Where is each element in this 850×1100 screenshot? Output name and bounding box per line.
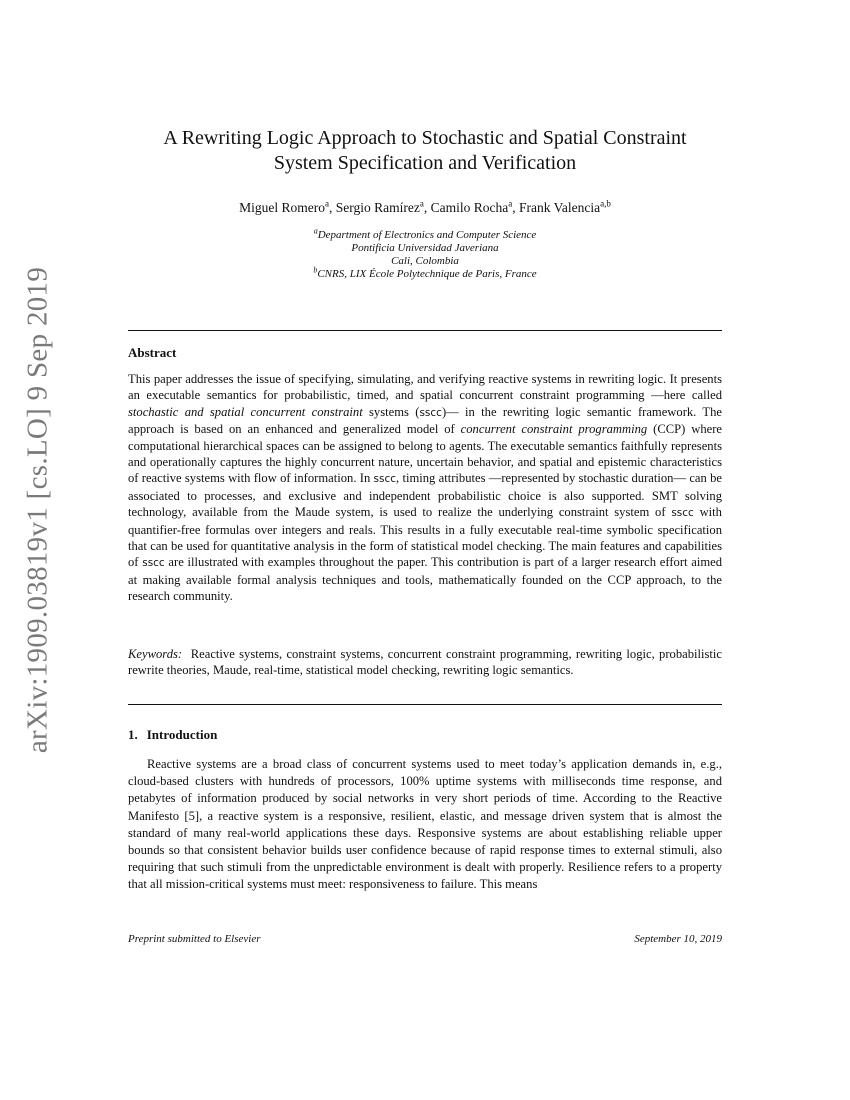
affiliation-a-line-1: $^a$Department of Electronics and Computer Science: [313, 226, 537, 241]
affiliation-b-line-1: $^b$CNRS, LIX École Polytechnique de Paris, France: [313, 265, 537, 280]
author-name: Frank Valencia: [519, 200, 601, 215]
section-title: Introduction: [146, 727, 218, 742]
affiliations: [128, 226, 722, 281]
author-affiliation-mark: a,b: [600, 198, 611, 209]
paper-title-line-2: System Specification and Verification: [273, 152, 577, 174]
affiliation-b-mark: b: [313, 265, 318, 275]
paper-title-line-1: A Rewriting Logic Approach to Stochastic and Spatial Constraint: [163, 127, 687, 149]
affiliation-a-line-3: Cali, Colombia: [391, 255, 459, 267]
author-name: Camilo Rocha: [430, 200, 509, 215]
sscc-acronym: sscc: [671, 507, 694, 520]
keywords-label: Keywords:: [128, 647, 183, 661]
paper-title: [128, 126, 722, 176]
author-affiliation-mark: a: [325, 198, 330, 209]
abstract-emphasis: stochastic and spatial concurrent constraint: [128, 404, 363, 419]
abstract-heading: Abstract: [128, 345, 177, 360]
author-name: Miguel Romero: [239, 200, 326, 215]
sscc-acronym: sscc: [373, 473, 397, 486]
keywords-text: Reactive systems, constraint systems, concurrent constraint programming, rewriting logic, probabilistic rewrite theories, Maude, real-time, statistical model checking, rewriting logic semantics.: [128, 647, 723, 678]
introduction-paragraph: Reactive systems are a broad class of concurrent systems used to meet today’s application demands in, e.g., cloud-based clusters with hundreds of processors, 100% uptime systems with milliseconds time response, and petabytes of information produced by social networks in very short periods of time. According to the Reactive Manifesto [5], a reactive system is a responsive, resilient, elastic, and message driven system that is almost the standard of many real-world applications these days. Responsive systems are about establishing reliable upper bounds so that consistent behavior builds user confidence because of rapid response times to external stimuli, also requiring that such stimuli from the unpredictable environment is dealt with properly. Resilience refers to a property that all mission-critical systems must meet: responsiveness to failure. This means: [128, 757, 722, 892]
abstract-top-rule: [128, 330, 722, 331]
affiliation-a-line-2: Pontificia Universidad Javeriana: [351, 242, 499, 254]
keywords-block: [128, 646, 722, 679]
author-affiliation-mark: a: [508, 198, 513, 209]
section-heading-introduction: [128, 727, 217, 743]
author-affiliation-mark: a: [419, 198, 424, 209]
abstract-bottom-rule: [128, 704, 722, 705]
abstract-emphasis: concurrent constraint programming: [460, 422, 648, 437]
footer-preprint-note: Preprint submitted to Elsevier: [128, 933, 261, 945]
arxiv-identifier-text: arXiv:1909.03819v1 [cs.LO] 9 Sep 2019: [21, 266, 54, 754]
sscc-acronym: sscc: [419, 406, 442, 419]
author-list: Miguel Romero$^a$, Sergio Ramírez$^a$, Camilo Rocha$^a$, Frank Valencia$^{a,b}$: [239, 198, 611, 215]
sscc-acronym: sscc: [142, 557, 165, 570]
author-name: Sergio Ramírez: [335, 200, 420, 215]
section-number: 1.: [128, 727, 138, 742]
abstract-body: This paper addresses the issue of specifying, simulating, and verifying reactive systems in rewriting logic. It presents an executable semantics for probabilistic, timed, and spatial concurrent constraint programming —here called stochastic and spatial concurrent constraint systems (sscc)— in the rewriting logic semantic framework. The approach is based on an enhanced and generalized model of concurrent constraint programming (CCP) where computational hierarchical spaces can be assigned to belong to agents. The executable semantics faithfully represents and operationally captures the highly concurrent nature, uncertain behavior, and spatial and epistemic characteristics of reactive systems with flow of information. In sscc, timing attributes —represented by stochastic duration— can be associated to processes, and exclusive and independent probabilistic choice is also supported. SMT solving technology, available from the Maude system, is used to realize the underlying constraint system of sscc with quantifier-free formulas over integers and reals. This results in a fully executable real-time symbolic specification that can be used for quantitative analysis in the form of statistical model checking. The main features and capabilities of sscc are illustrated with examples throughout the paper. This contribution is part of a larger research effort aimed at making available formal analysis techniques and tools, mathematically founded on the CCP approach, to the research community.: [128, 372, 723, 604]
footer-date: September 10, 2019: [634, 933, 722, 945]
affiliation-a-mark: a: [313, 226, 318, 236]
